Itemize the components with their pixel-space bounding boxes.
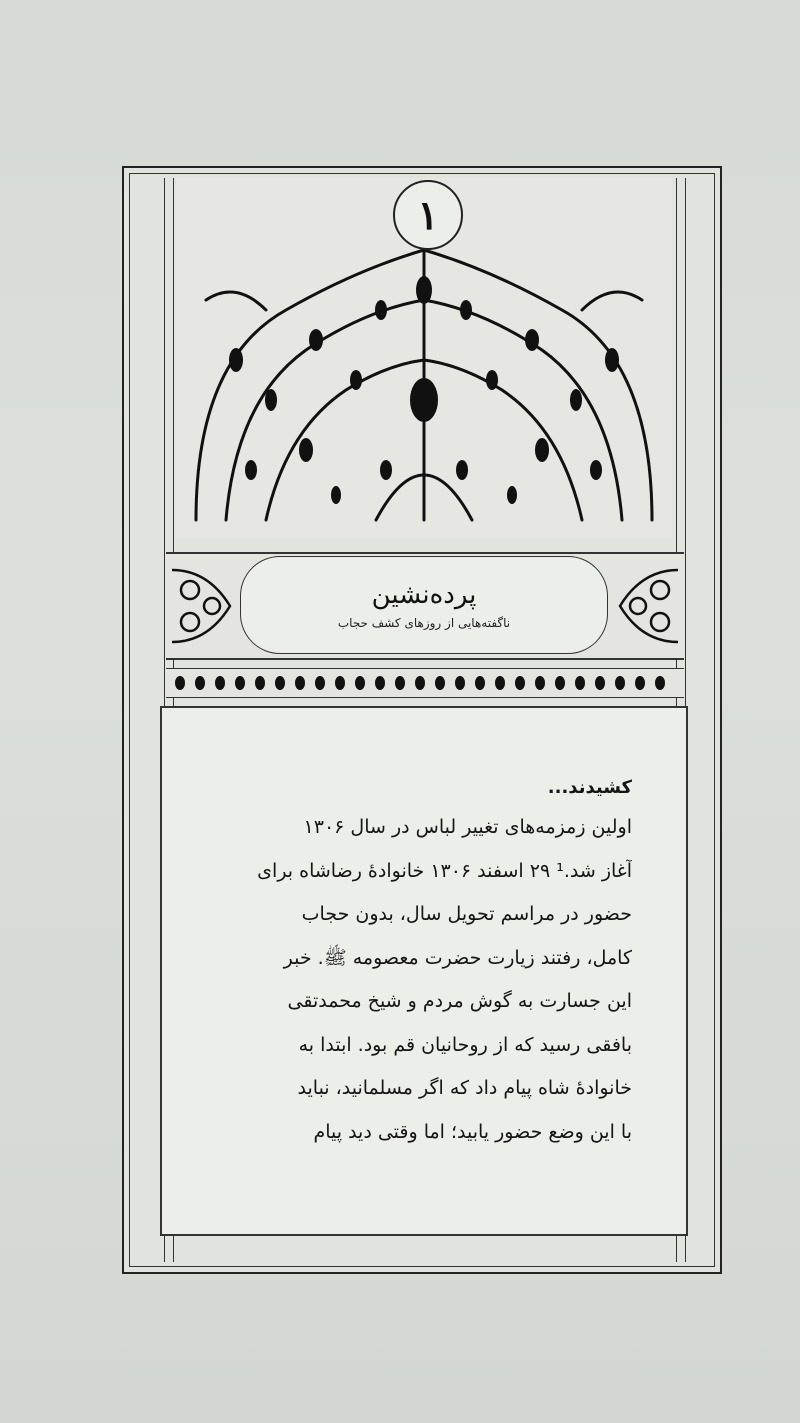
title-ornament-left: [168, 560, 234, 652]
chapter-number: ١: [417, 191, 439, 239]
text-line: بافقی رسید که از روحانیان قم بود. ابتدا به: [298, 1033, 632, 1056]
text-line: این جسارت به گوش مردم و شیخ محمدتقی: [287, 990, 632, 1012]
arabesque-ornament: [176, 240, 672, 530]
dot-band-pattern: [166, 669, 684, 697]
chapter-body-text: [200, 770, 632, 1154]
text-line: اولین زمزمه‌های تغییر لباس در سال ۱۳۰۶: [303, 816, 632, 838]
text-line: با این وضع حضور یابید؛ اما وقتی دید پیام: [313, 1120, 632, 1143]
text-line: آغاز شد.¹ ۲۹ اسفند ۱۳۰۶ خانوادهٔ رضاشاه برای: [257, 859, 632, 882]
title-cartouche: [240, 556, 608, 654]
book-subtitle: ناگفته‌هایی از روزهای کشف حجاب: [337, 616, 511, 630]
chapter-number-badge: [393, 180, 463, 250]
text-line: حضور در مراسم تحویل سال، بدون حجاب: [301, 903, 632, 925]
text-line: خانوادهٔ شاه پیام داد که اگر مسلمانید، نباید: [297, 1077, 632, 1099]
decorative-dot-band: [166, 668, 684, 698]
text-line: کامل، رفتند زیارت حضرت معصومه ﷺ. خبر: [283, 946, 632, 969]
book-title: پرده‌نشین: [371, 580, 477, 610]
text-line: کشیدند...: [547, 777, 632, 798]
title-ornament-right: [616, 560, 682, 652]
